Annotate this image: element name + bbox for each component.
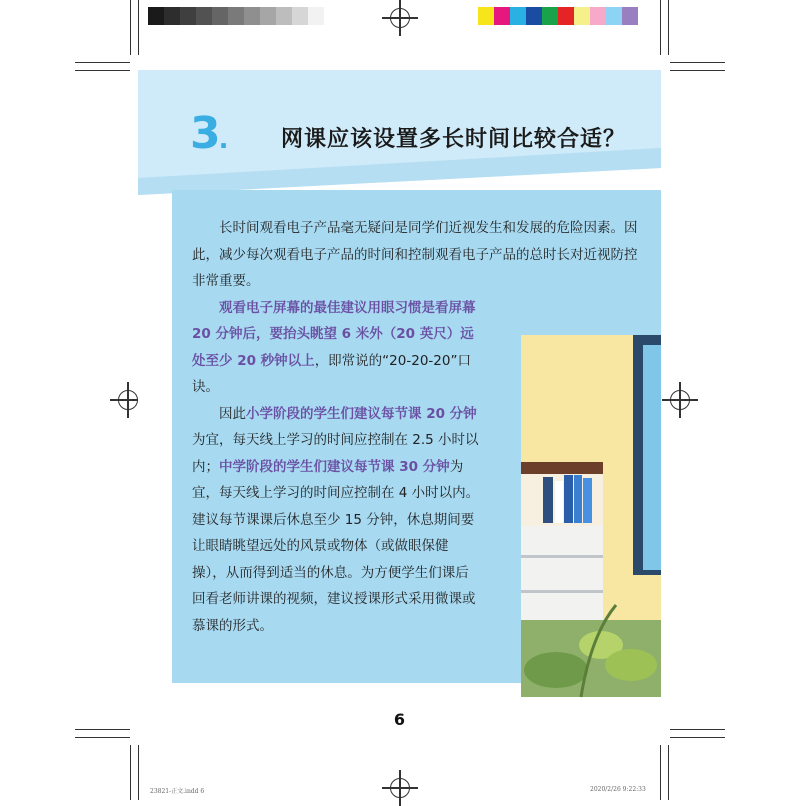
color-swatch (526, 7, 542, 25)
crop-mark (660, 0, 661, 55)
color-swatch (590, 7, 606, 25)
crop-mark (660, 745, 661, 800)
color-swatch (558, 7, 574, 25)
gray-swatch (164, 7, 180, 25)
paragraph-1: 长时间观看电子产品毫无疑问是同学们近视发生和发展的危险因素。因此，减少每次观看电子产品的时间和控制观看电子产品的总时长对近视防控非常重要。 (192, 220, 638, 289)
color-swatch (510, 7, 526, 25)
crop-mark (670, 737, 725, 738)
crop-mark (670, 62, 725, 63)
registration-mark-top (382, 0, 418, 36)
crop-mark (75, 70, 130, 71)
section-title: 网课应该设置多长时间比较合适？ (281, 127, 627, 152)
registration-mark-right (662, 382, 698, 418)
crop-mark (75, 737, 130, 738)
crop-mark (668, 0, 669, 55)
color-swatch (574, 7, 590, 25)
gray-swatch (260, 7, 276, 25)
registration-mark-bottom (382, 770, 418, 806)
gray-swatch (244, 7, 260, 25)
paragraph-2: 观看电子屏幕的最佳建议用眼习惯是看屏幕 20 分钟后，要抬头眺望 6 米外（20 英尺）远处至少 20 秒钟以上，即常说的“20-20-20”口诀。 (192, 299, 476, 395)
crop-mark (668, 745, 669, 800)
book-page (138, 70, 661, 729)
page-number: 6 (393, 710, 406, 729)
gray-swatch (292, 7, 308, 25)
article-body (192, 215, 647, 639)
color-swatch (542, 7, 558, 25)
color-swatch (622, 7, 638, 25)
print-slug-timestamp: 2020/2/26 9:22:33 (590, 786, 646, 793)
gray-swatch (308, 7, 324, 25)
crop-mark (130, 745, 131, 800)
crop-mark (138, 745, 139, 800)
color-swatch (494, 7, 510, 25)
color-swatch (478, 7, 494, 25)
section-number: 3. (190, 108, 227, 159)
crop-mark (75, 729, 130, 730)
gray-swatch (148, 7, 164, 25)
gray-swatch (180, 7, 196, 25)
gray-color-bar (148, 7, 324, 25)
crop-mark (138, 0, 139, 55)
paragraph-3: 因此小学阶段的学生们建议每节课 20 分钟为宜，每天线上学习的时间应控制在 2.5 小时以内；中学阶段的学生们建议每节课 30 分钟为宜，每天线上学习的时间应控制在 4 小时以内。建议每节课课后休息至少 15 分钟，休息期间要让眼睛眺望远处的风景或物体（或做眼保健操），从而得到适当的休息。为方便学生们课后回看老师讲课的视频，建议授课形式采用微课或慕课的形式。 (192, 405, 480, 634)
crop-mark (75, 62, 130, 63)
gray-swatch (212, 7, 228, 25)
crop-mark (130, 0, 131, 55)
gray-swatch (196, 7, 212, 25)
gray-swatch (276, 7, 292, 25)
crop-mark (670, 729, 725, 730)
gray-swatch (228, 7, 244, 25)
color-swatch (606, 7, 622, 25)
print-slug-filename: 23821-正文.indd 6 (150, 788, 205, 795)
crop-mark (670, 70, 725, 71)
process-color-bar (478, 7, 638, 25)
